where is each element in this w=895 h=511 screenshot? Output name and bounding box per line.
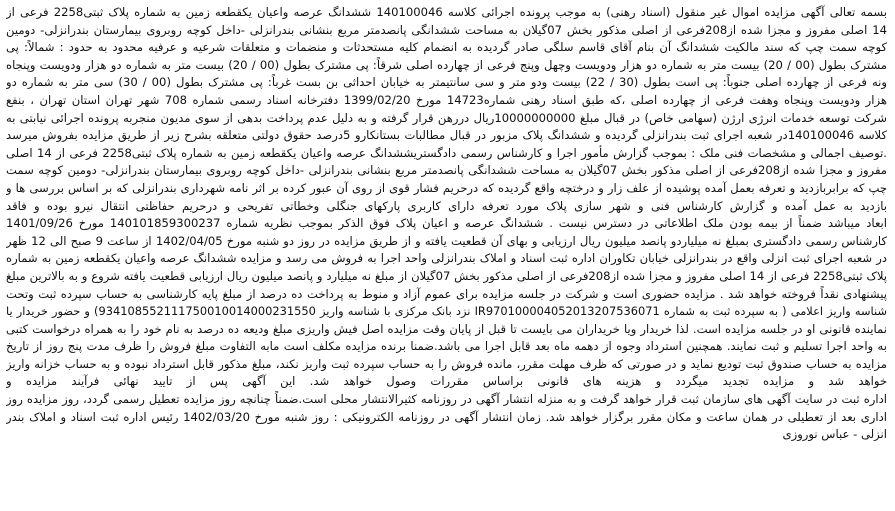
notice-line-13: ابعاد میباشد ضمناً از بیمه بودن ملک اطلاعاتی در دسترس نیست . ششدانگ عرصه و اعیان پلاک فوق الذکر بموجب نظریه شماره 140101859300237 مورخ 1401/09/26 [6, 216, 887, 231]
notice-line-23: اداره ثبت در سایت آگهی های سازمان ثبت قرار خواهد گرفت و به منزله انتشار آگهی در روزنامه کثیرالانتشار محلی است.ضمناً چنانچه روز مزایده تعطیل رسمی گردد، روز مزایده روز [6, 392, 887, 407]
notice-line-20: به واحد اجرا تسلیم و ثبت نمایند. همچنین استرداد وجوه از دهمه ماه بعد قابل اجرا می باشد.ضمنا برنده مزایده مکلف است مابه التفاوت مبلغ فروش را ظرف مدت پنج روز از تاریخ [6, 339, 887, 354]
notice-line-19: نماینده قانونی او در جلسه مزایده است. لذا خریدار ویا خریداران می بایست تا قبل از پایان وقت مزایده اصل فیش واریزی مبلغ ودیعه ده درصد به نام خود را به همراه درخواست کتبی [6, 321, 887, 336]
notice-line-12: بازدید به عمل آمده و گزارش کارشناس فنی و شهر سازی پلاک مورد تعرفه دارای کاربری پارکهای جنگلی وخطاتی تفریحی و درحریم حفاظتی انتقال نیرو بوده و فاقد [6, 198, 887, 213]
notice-line-17: پیشنهادی نقداً فروخته خواهد شد . مزایده حضوری است و شرکت در جلسه مزایده برای عموم آزاد و منوط به پرداخت ده درصد از مبلغ پایه کارشناسی به حساب سپرده ثبت وتحت [6, 286, 887, 301]
notice-line-3: کوچه سمت چپ که سند مالکیت ششدانگ آن بنام آقای قاسم سلگی صادر گردیده به انضمام کلیه مستحدثات و منضمات و متعلقات شرعیه و عرفیه محدود به حدود : شمالاً: پی [6, 40, 887, 55]
notice-line-15: در شعبه اجرای ثبت انزلی واقع در بندرانزلی خیابان تکاوران اداره ثبت اسناد و املاک بندرانزلی واحد اجرا به فروش می رسد و مزایده ششدانگ عرصه واعیان یکقطعه زمین به شماره [6, 251, 887, 266]
notice-line-16: پلاک ثبتی2258 فرعی از 14 اصلی مفروز و مجزا شده از208فرعی از اصلی مذکور بخش 07گیلان از مبلغ نه میلیارد و پانصد میلیون ریال ارزیابی قطعیت یافته شروع و به بالاترین مبلغ [6, 268, 887, 283]
notice-line-24: اداری بعد از تعطیلی در همان ساعت و مکان مقرر برگزار خواهد شد. زمان انتشار آگهی در روزنامه الکترونیکی : روز شنبه مورخ 1402/03/20 رئیس اداره ثبت اسناد و املاک بندر [6, 409, 887, 424]
notice-line-5: ونه فرعی از چهارده اصلی جنوباً: پی است بطول (30 / 22) بیست ودو متر و سی سانتیمتر به خیابان احداثی بن بست غرباً: پی مشترک بطول (00 / 30) سی متر به شماره دو [6, 75, 887, 90]
notice-line-18: شناسه واریز اعلامی ( به سپرده ثبت به شماره IR970100004052013207536071 نزد بانک مرکزی با شناسه واریز 934108552111750010014000231550) و حضور خریدار یا [6, 304, 887, 319]
notice-line-21: مزایده به حساب صندوق ثبت تودیع نماید و در صورتی که ظرف مهلت مقرر، مانده فروش را به حساب سپرده ثبت واریز نکند، مبلغ مذکور قابل استرداد نبوده و به حساب خزانه واریز [6, 356, 887, 371]
notice-line-25: انزلی - عباس نوروزی [782, 427, 887, 442]
notice-line-1: بسمه تعالی آگهی مزایده اموال غیر منقول (اسناد رهنی) به موجب پرونده اجرائی کلاسه 140100046 ششدانگ عرصه واعیان یکقطعه زمین به شماره پلاک ثبتی2258 فرعی از [6, 5, 887, 19]
notice-line-2: 14 اصلی مفروز و مجزا شده از208فرعی از اصلی مذکور بخش 07گیلان به مساحت ششدانگی پانصدمتر مربع بنشانی بندرانزلی -داخل کوچه روبروی بیمارستان بندرانزلی- دومین [6, 22, 887, 37]
notice-line-22: خواهد شد و مزایده تجدید میگردد و هزینه های قانونی براساس مقررات وصول خواهد شد. این آگهی پس از تایید نهائی فرآیند مزایده و [6, 374, 887, 389]
notice-line-14: کارشناس رسمی دادگستری بمبلغ نه میلیاردو پانصد میلیون ریال ارزیابی و بهای آن قطعیت یافته و از طریق مزایده در روز دو شنبه مورخ 1402/04/05 از ساعت 9 صبح الی 12 ظهر [6, 233, 887, 248]
notice-line-10: مفروز و مجزا شده از208فرعی از اصلی مذکور بخش 07گیلان به مساحت ششدانگی پانصدمتر مربع بنشانی بندرانزلی -داخل کوچه روبروی بیمارستان بندرانزلی- دومین کوچه سمت [6, 163, 887, 178]
notice-line-9: .توصیف اجمالی و مشخصات فنی ملک : بموجب گزارش مأمور اجرا و کارشناس رسمی دادگستریششدانگ عرصه واعیان یکقطعه زمین به شماره پلاک ثبتی2258 فرعی از 14 اصلی [6, 145, 887, 160]
notice-line-11: چپ که برابربازدید و تعرفه بعمل آمده پوشیده از علف زار و درختچه واقع گردیده که درحریم فشار قوی از روی آن عبور کرده بر اثر نامه شهرداری بندرانزلی که بر اساس بررسی ها و [6, 180, 887, 195]
notice-line-8: کلاسه 140100046در شعبه اجرای ثبت بندرانزلی گردیده و ششدانگ پلاک مزبور در قبال مطالبات بستانکارو 5درصد حقوق دولتی متعلقه بشرح زیر از طریق مزایده بفروش میرسد [6, 128, 887, 143]
notice-line-7: شرکت توسعه خدمات انرژی ارژن (سهامی خاص) در قبال مبلغ 10000000000ریال دررهن قرار گرفته و به دلیل عدم پرداخت بدهی از سوی مدیون منجربه پرونده اجرائی نیابتی به [6, 110, 887, 125]
notice-line-6: هزار ودویست وپنجاه وهفت فرعی از چهارده اصلی ،که طبق اسناد رهنی شماره14723 مورخ 1399/02/20 دفترخانه اسناد رسمی شماره 708 شهر تهران استان تهران ، بنفع [6, 92, 887, 107]
notice-line-4: مشترک بطول (00 / 20) بیست متر به شماره دو هزار ودویست وچهل وپنج فرعی از چهارده اصلی شرقاً: پی مشترک بطول (00 / 20) بیست متر به شماره دو هزار ودویست وپنجاه [6, 57, 887, 72]
